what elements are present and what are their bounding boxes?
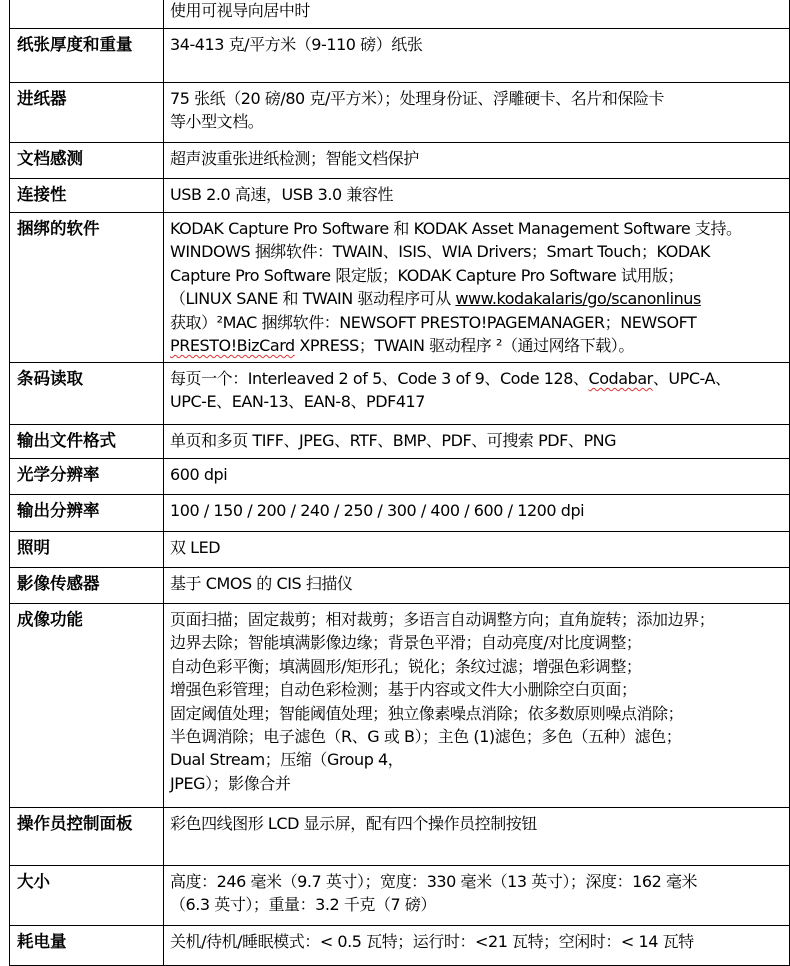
- spec-value-line: [170, 678, 787, 701]
- spec-text: 600 dpi: [170, 465, 228, 484]
- spec-table: [9, 0, 790, 966]
- spec-value-line: [170, 217, 787, 240]
- spellcheck-text: PRESTO!BizCard: [170, 336, 295, 356]
- spec-label: 操作员控制面板: [10, 808, 164, 866]
- spellcheck-text: Codabar: [588, 369, 653, 388]
- spec-text: WINDOWS 捆绑软件：TWAIN、ISIS、WIA Drivers；Smart Touch；KODAK: [170, 242, 710, 262]
- spec-row: [10, 0, 790, 29]
- spec-value-line: [170, 772, 787, 795]
- spec-text: 双 LED: [170, 538, 221, 557]
- spec-row: [10, 532, 790, 568]
- spec-value-line: [170, 893, 787, 916]
- spec-text: （6.3 英寸）；重量：3.2 千克（7 磅）: [170, 895, 436, 915]
- spec-row: [10, 29, 790, 83]
- spec-text: XPRESS；TWAIN 驱动程序 ²（通过网络下载）。: [294, 336, 634, 356]
- spec-value: [164, 495, 790, 532]
- spec-text: 固定阈值处理；智能阈值处理；独立像素噪点消除；依多数原则噪点消除；: [170, 703, 684, 723]
- spec-value-line: [170, 631, 787, 654]
- spec-value-line: [170, 183, 787, 206]
- spec-value-line: [170, 33, 787, 56]
- spec-label: 纸张厚度和重量: [10, 29, 164, 83]
- spec-text: UPC-E、EAN-13、EAN-8、PDF417: [170, 392, 426, 412]
- spec-value: [164, 143, 790, 179]
- spec-value: [164, 808, 790, 866]
- spec-text: 每页一个：Interleaved 2 of 5、Code 3 of 9、Code 128、: [170, 369, 589, 388]
- spec-value: [164, 604, 790, 808]
- spec-label: 条码读取: [10, 363, 164, 425]
- spec-value: [164, 866, 790, 926]
- spec-value-line: [170, 572, 787, 595]
- spec-value-line: [170, 702, 787, 725]
- spec-text: JPEG）；影像合并: [170, 773, 291, 793]
- spec-row: [10, 143, 790, 179]
- spec-text: 增强色彩管理；自动色彩检测；基于内容或文件大小删除空白页面；: [170, 680, 637, 700]
- spec-label: 文档感测: [10, 143, 164, 179]
- spec-label: 照明: [10, 532, 164, 568]
- spec-label: 捆绑的软件: [10, 213, 164, 363]
- spec-text: 75 张纸（20 磅/80 克/平方米）；处理身份证、浮雕硬卡、名片和保险卡: [170, 89, 665, 108]
- spec-value-line: [170, 812, 787, 835]
- spec-text: 等小型文档。: [170, 112, 264, 132]
- spec-label: 光学分辨率: [10, 459, 164, 495]
- spec-value-line: [170, 264, 787, 287]
- spec-text: 34-413 克/平方米（9-110 磅）纸张: [170, 35, 423, 54]
- spec-row: [10, 495, 790, 532]
- spec-value: [164, 179, 790, 213]
- spec-text: 半色调消除；电子滤色（R、G 或 B）；主色 (1)滤色；多色（五种）滤色；: [170, 727, 682, 747]
- spec-text: 100 / 150 / 200 / 240 / 250 / 300 / 400 / 600 / 1200 dpi: [170, 501, 585, 520]
- spec-label: 耗电量: [10, 926, 164, 966]
- spec-text: Dual Stream；压缩（Group 4，: [170, 750, 404, 770]
- spec-table-body: [10, 0, 790, 966]
- spec-value-line: [170, 499, 787, 522]
- spec-value: [164, 459, 790, 495]
- spec-value: [164, 213, 790, 363]
- spec-value: [164, 532, 790, 568]
- spec-value: [164, 83, 790, 143]
- spec-value-line: [170, 240, 787, 263]
- spec-value-line: [170, 87, 787, 110]
- spec-row: [10, 425, 790, 459]
- spec-row: [10, 568, 790, 604]
- spec-value-line: [170, 0, 787, 22]
- url-link[interactable]: www.kodakalaris/go/scanonlinus: [455, 289, 701, 309]
- spec-label: 连接性: [10, 179, 164, 213]
- spec-value-line: [170, 311, 787, 334]
- spec-label: 大小: [10, 866, 164, 926]
- spec-text: 彩色四线图形 LCD 显示屏，配有四个操作员控制按钮: [170, 814, 537, 833]
- spec-value-line: [170, 748, 787, 771]
- spec-value-line: [170, 608, 787, 631]
- spec-text: 超声波重张进纸检测；智能文档保护: [170, 149, 419, 168]
- spec-value-line: [170, 463, 787, 486]
- spec-value-line: [170, 334, 787, 357]
- spec-value-line: [170, 725, 787, 748]
- spec-text: 获取）²MAC 捆绑软件：NEWSOFT PRESTO!PAGEMANAGER；NEWSOFT: [170, 312, 697, 332]
- spec-text: USB 2.0 高速，USB 3.0 兼容性: [170, 185, 394, 204]
- spec-text: 基于 CMOS 的 CIS 扫描仪: [170, 574, 353, 593]
- spec-value: [164, 29, 790, 83]
- spec-row: [10, 604, 790, 808]
- spec-text: 关机/待机/睡眠模式：< 0.5 瓦特；运行时：<21 瓦特；空闲时：< 14 瓦特: [170, 932, 694, 951]
- spec-value-line: [170, 655, 787, 678]
- spec-value-line: [170, 930, 787, 953]
- spec-text: KODAK Capture Pro Software 和 KODAK Asset Management Software 支持。: [170, 219, 742, 238]
- spec-value: [164, 0, 790, 29]
- spec-row: [10, 459, 790, 495]
- spec-value-line: [170, 367, 787, 390]
- spec-value: [164, 568, 790, 604]
- spec-row: [10, 213, 790, 363]
- spec-value-line: [170, 429, 787, 452]
- spec-text: 单页和多页 TIFF、JPEG、RTF、BMP、PDF、可搜索 PDF、PNG: [170, 431, 617, 450]
- spec-text: 自动色彩平衡；填满圆形/矩形孔；锐化；条纹过滤；增强色彩调整；: [170, 656, 642, 676]
- spec-value-line: [170, 870, 787, 893]
- spec-label: [10, 0, 164, 29]
- spec-label: 成像功能: [10, 604, 164, 808]
- spec-text: 、UPC-A、: [652, 369, 731, 388]
- spec-value: [164, 363, 790, 425]
- spec-text: 边界去除；智能填满影像边缘；背景色平滑；自动亮度/对比度调整；: [170, 633, 642, 653]
- spec-row: [10, 808, 790, 866]
- spec-value-line: [170, 147, 787, 170]
- spec-text: 高度：246 毫米（9.7 英寸）；宽度：330 毫米（13 英寸）；深度：162 毫米: [170, 872, 698, 891]
- spec-value-line: [170, 110, 787, 133]
- spec-label: 进纸器: [10, 83, 164, 143]
- spec-value-line: [170, 390, 787, 413]
- spec-text: （LINUX SANE 和 TWAIN 驱动程序可从: [170, 289, 456, 309]
- spec-label: 输出分辨率: [10, 495, 164, 532]
- spec-label: 输出文件格式: [10, 425, 164, 459]
- spec-label: 影像传感器: [10, 568, 164, 604]
- spec-row: [10, 83, 790, 143]
- spec-value: [164, 425, 790, 459]
- spec-row: [10, 363, 790, 425]
- spec-text: Capture Pro Software 限定版；KODAK Capture Pro Software 试用版；: [170, 265, 684, 285]
- spec-value-line: [170, 536, 787, 559]
- spec-text: 使用可视导向居中时: [170, 1, 310, 20]
- spec-value-line: [170, 287, 787, 310]
- spec-row: [10, 866, 790, 926]
- spec-text: 页面扫描；固定裁剪；相对裁剪；多语言自动调整方向；直角旋转；添加边界；: [170, 610, 715, 629]
- spec-row: [10, 179, 790, 213]
